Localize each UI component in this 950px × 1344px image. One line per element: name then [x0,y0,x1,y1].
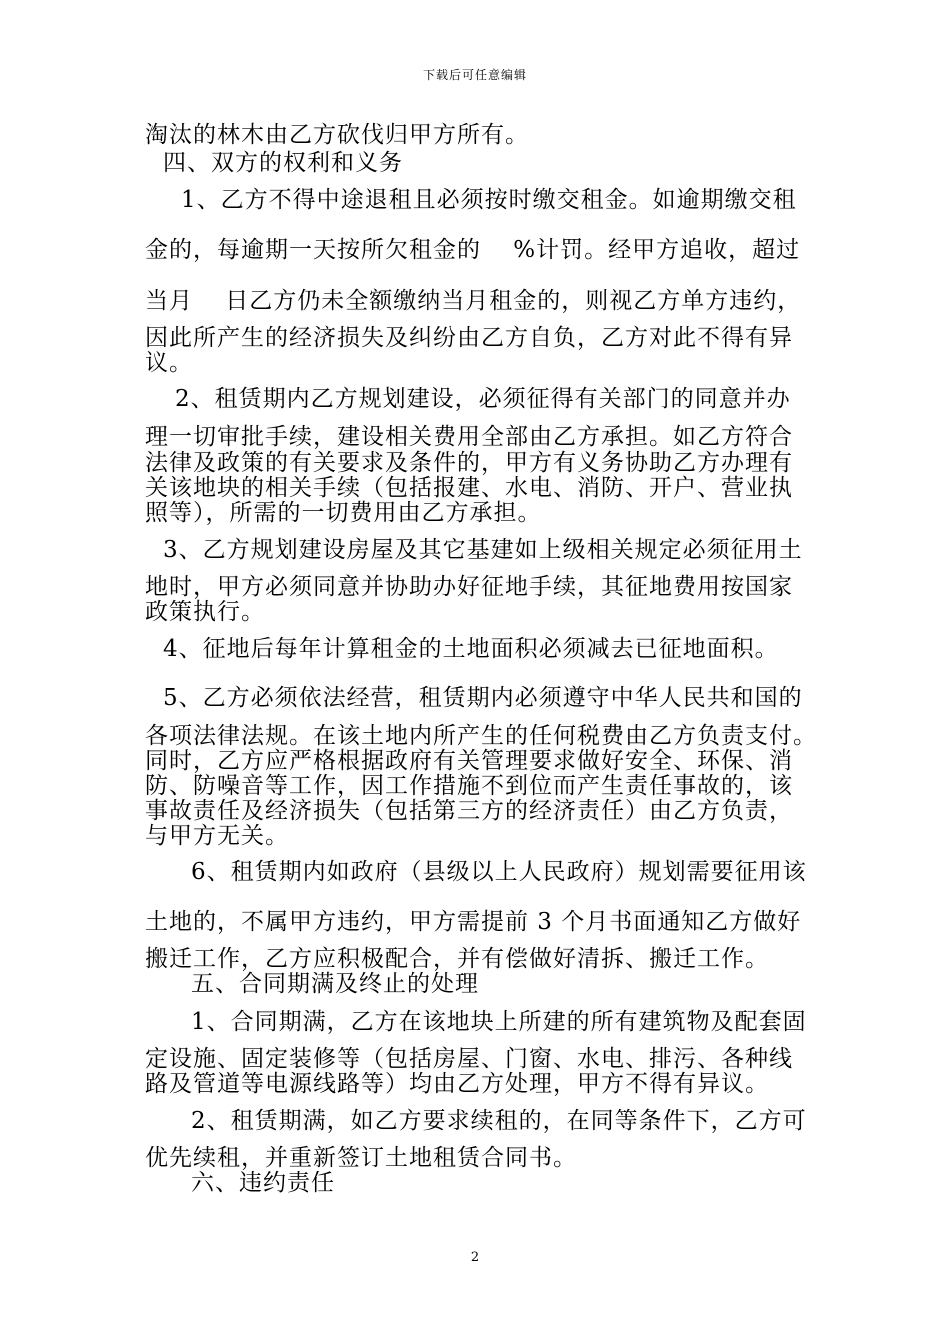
text-line: 各项法律法规。在该土地内所产生的任何税费由乙方负责支付。 [145,723,817,749]
text-line: 淘汰的林木由乙方砍伐归甲方所有。 [145,122,529,148]
text-line: 理一切审批手续，建设相关费用全部由乙方承担。如乙方符合 [145,424,793,450]
text-line: 当月 日乙方仍未全额缴纳当月租金的，则视乙方单方违约， [145,288,802,314]
page-header: 下载后可任意编辑 [422,68,527,82]
text-line: 地时，甲方必须同意并协助办好征地手续，其征地费用按国家 [145,574,793,600]
text-line: 5、乙方必须依法经营，租赁期内必须遵守中华人民共和国的 [163,685,803,711]
text-line: 3、乙方规划建设房屋及其它基建如上级相关规定必须征用土 [163,537,803,563]
text-line: 土地的，不属甲方违约，甲方需提前 3 个月书面通知乙方做好 [145,909,802,935]
text-line: 优先续租，并重新签订土地租赁合同书。 [145,1145,577,1171]
text-line: 防、防噪音等工作，因工作措施不到位而产生责任事故的，该 [145,773,793,799]
section-heading: 六、违约责任 [191,1170,335,1196]
text-line: 2、租赁期满，如乙方要求续租的，在同等条件下，乙方可 [191,1108,807,1134]
text-line: 1、乙方不得中途退租且必须按时缴交租金。如逾期缴交租 [181,187,797,213]
text-line: 定设施、固定装修等（包括房屋、门窗、水电、排污、各种线 [145,1046,793,1072]
text-line: 同时，乙方应严格根据政府有关管理要求做好安全、环保、消 [145,748,793,774]
text-line: 1、合同期满，乙方在该地块上所建的所有建筑物及配套固 [191,1009,807,1035]
text-line: 议。 [145,350,193,376]
text-line: 4、征地后每年计算租金的土地面积必须减去已征地面积。 [163,636,779,662]
page-number: 2 [470,1250,480,1265]
section-heading: 四、双方的权利和义务 [163,150,403,176]
text-line: 因此所产生的经济损失及纠纷由乙方自负，乙方对此不得有异 [145,325,793,351]
text-line: 法律及政策的有关要求及条件的，甲方有义务协助乙方办理有 [145,450,793,476]
text-line: 照等），所需的一切费用由乙方承担。 [145,500,542,526]
text-line: 金的，每逾期一天按所欠租金的 %计罚。经甲方追收，超过 [145,237,801,263]
text-line: 路及管道等电源线路等）均由乙方处理，甲方不得有异议。 [145,1071,769,1097]
text-line: 搬迁工作，乙方应积极配合，并有偿做好清拆、搬迁工作。 [145,946,769,972]
text-line: 与甲方无关。 [145,823,289,849]
text-line: 6、租赁期内如政府（县级以上人民政府）规划需要征用该 [191,859,807,885]
section-heading: 五、合同期满及终止的处理 [191,971,479,997]
text-line: 2、租赁期内乙方规划建设，必须征得有关部门的同意并办 [175,386,791,412]
text-line: 政策执行。 [145,599,265,625]
text-line: 关该地块的相关手续（包括报建、水电、消防、开户、营业执 [145,475,793,501]
text-line: 事故责任及经济损失（包括第三方的经济责任）由乙方负责， [145,798,793,824]
